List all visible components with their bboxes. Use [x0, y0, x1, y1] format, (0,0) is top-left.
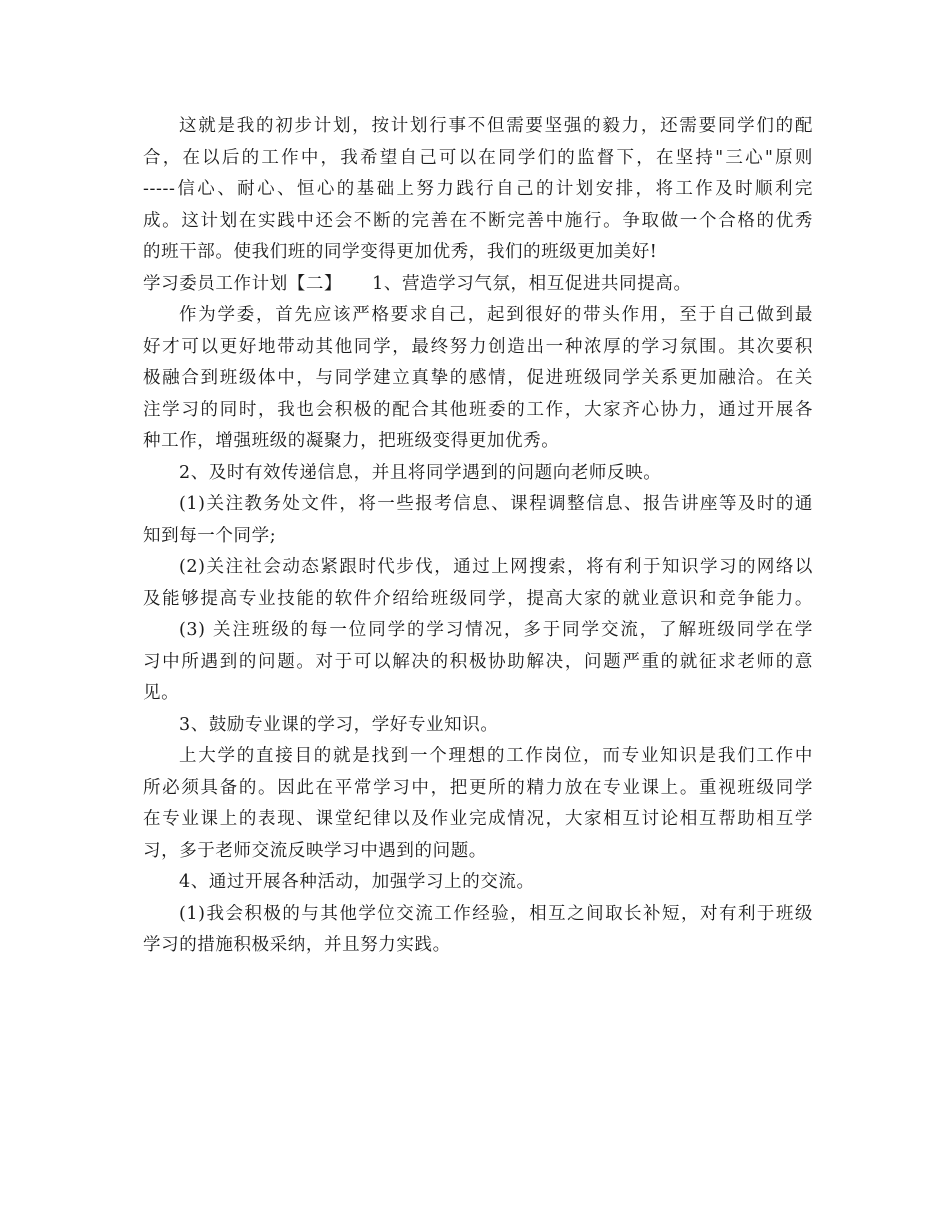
text-line: (1)关注教务处文件，将一些报考信息、课程调整信息、报告讲座等及时的通 — [179, 494, 813, 514]
text-line: 在专业课上的表现、课堂纪律以及作业完成情况，大家相互讨论相互帮助相互学 — [143, 809, 813, 829]
section-heading-line — [143, 269, 813, 301]
text-line: 上大学的直接目的就是找到一个理想的工作岗位，而专业知识是我们工作中 — [179, 746, 813, 766]
text-line: -----信心、耐心、恒心的基础上努力践行自己的计划安排，将工作及时顺利完 — [143, 179, 813, 199]
text-line: 成。这计划在实践中还会不断的完善在不断完善中施行。争取做一个合格的优秀 — [143, 210, 813, 231]
text-line: 习中所遇到的问题。对于可以解决的积极协助解决，问题严重的就征求老师的意 — [143, 651, 813, 672]
text-line: 种工作，增强班级的凝聚力，把班级变得更加优秀。 — [143, 431, 560, 451]
text-line: 学习的措施积极采纳，并且努力实践。 — [143, 935, 451, 955]
text-line: (3) 关注班级的每一位同学的学习情况，多于同学交流，了解班级同学在学 — [179, 620, 813, 640]
text-line: 极融合到班级体中，与同学建立真挚的感情，促进班级同学关系更加融洽。在关 — [143, 368, 813, 388]
list-item-heading: 3、鼓励专业课的学习，学好专业知识。 — [179, 714, 499, 735]
text-line: 知到每一个同学; — [143, 525, 277, 546]
text-line: 注学习的同时，我也会积极的配合其他班委的工作，大家齐心协力，通过开展各 — [143, 399, 813, 420]
list-item-heading: 4、通过开展各种活动，加强学习上的交流。 — [179, 872, 535, 892]
document-body — [143, 111, 813, 962]
text-line: 的班干部。使我们班的同学变得更加优秀，我们的班级更加美好! — [143, 242, 658, 262]
text-line: 作为学委，首先应该严格要求自己，起到很好的带头作用，至于自己做到最 — [179, 305, 813, 325]
text-line: 好才可以更好地带动其他同学，最终努力创造出一种浓厚的学习氛围。其次要积 — [143, 336, 813, 357]
list-item-heading: 1、营造学习气氛，相互促进共同提高。 — [372, 273, 692, 294]
text-line: (2)关注社会动态紧跟时代步伐，通过上网搜索，将有利于知识学习的网络以 — [179, 557, 813, 577]
text-line: 这就是我的初步计划，按计划行事不但需要坚强的毅力，还需要同学们的配 — [179, 116, 813, 136]
list-item-heading: 2、及时有效传递信息，并且将同学遇到的问题向老师反映。 — [179, 462, 662, 483]
text-line: 所必须具备的。因此在平常学习中，把更所的精力放在专业课上。重视班级同学 — [143, 777, 813, 798]
text-line: 习，多于老师交流反映学习中遇到的问题。 — [143, 840, 487, 861]
text-line: (1)我会积极的与其他学位交流工作经验，相互之间取长补短，对有利于班级 — [179, 903, 813, 924]
text-line: 合，在以后的工作中，我希望自己可以在同学们的监督下，在坚持"三心"原则 — [143, 147, 813, 168]
text-line: 见。 — [143, 683, 180, 703]
text-line: 及能够提高专业技能的软件介绍给班级同学，提高大家的就业意识和竞争能力。 — [143, 588, 813, 609]
section-heading: 学习委员工作计划【二】 — [143, 273, 343, 294]
